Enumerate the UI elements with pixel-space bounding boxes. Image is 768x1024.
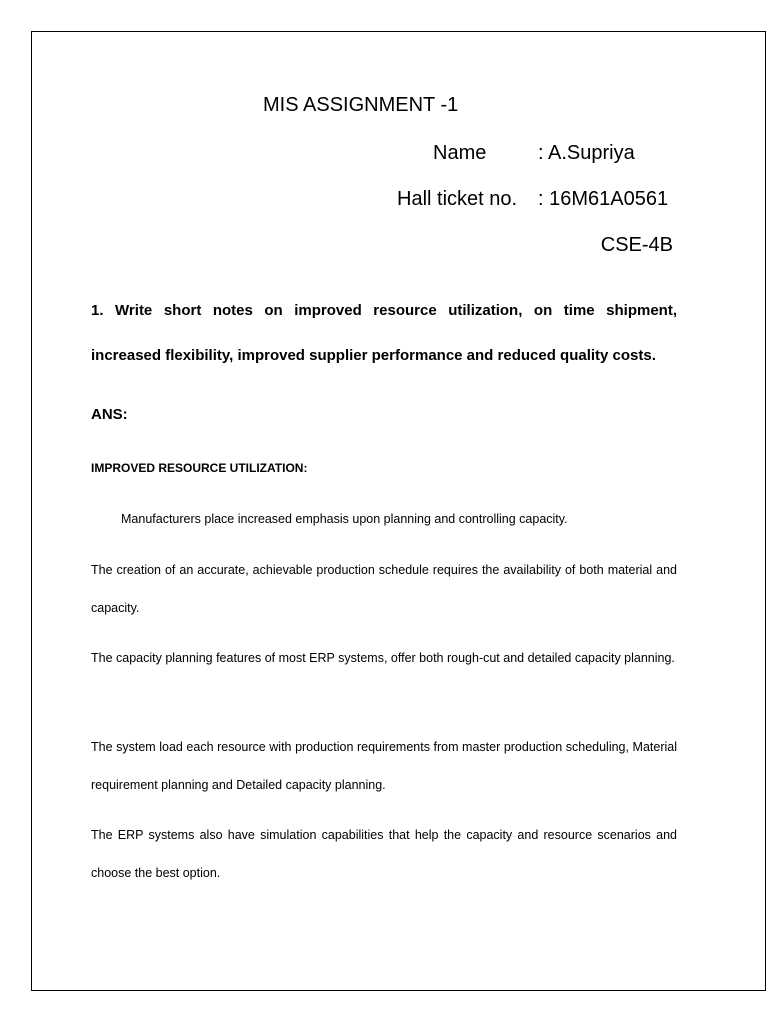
answer-paragraph: The capacity planning features of most ERP systems, offer both rough-cut and detailed capacity planning. — [91, 651, 675, 665]
document-title: MIS ASSIGNMENT -1 — [263, 94, 459, 116]
answer-subheading: IMPROVED RESOURCE UTILIZATION: — [91, 461, 308, 475]
answer-paragraph: The creation of an accurate, achievable production schedule requires the availability of both material and capacity. — [91, 563, 677, 615]
hall-ticket-label: Hall ticket no. — [397, 188, 518, 210]
answer-paragraph: Manufacturers place increased emphasis upon planning and controlling capacity. — [121, 512, 568, 526]
answer-paragraph: The system load each resource with production requirements from master production scheduling, Material requirement planning and Detailed capacity planning. — [91, 740, 677, 792]
answer-label: ANS: — [91, 406, 128, 423]
class-section: CSE-4B — [600, 234, 673, 256]
answer-paragraph: The ERP systems also have simulation capabilities that help the capacity and resource scenarios and choose the best option. — [91, 828, 677, 880]
hall-ticket-value: : 16M61A0561 — [538, 188, 669, 210]
name-value: : A.Supriya — [538, 142, 635, 164]
name-label: Name — [433, 142, 487, 164]
question-text: 1. Write short notes on improved resource utilization, on time shipment, increased flexibility, improved supplier performance and reduced quality costs. — [91, 302, 677, 364]
